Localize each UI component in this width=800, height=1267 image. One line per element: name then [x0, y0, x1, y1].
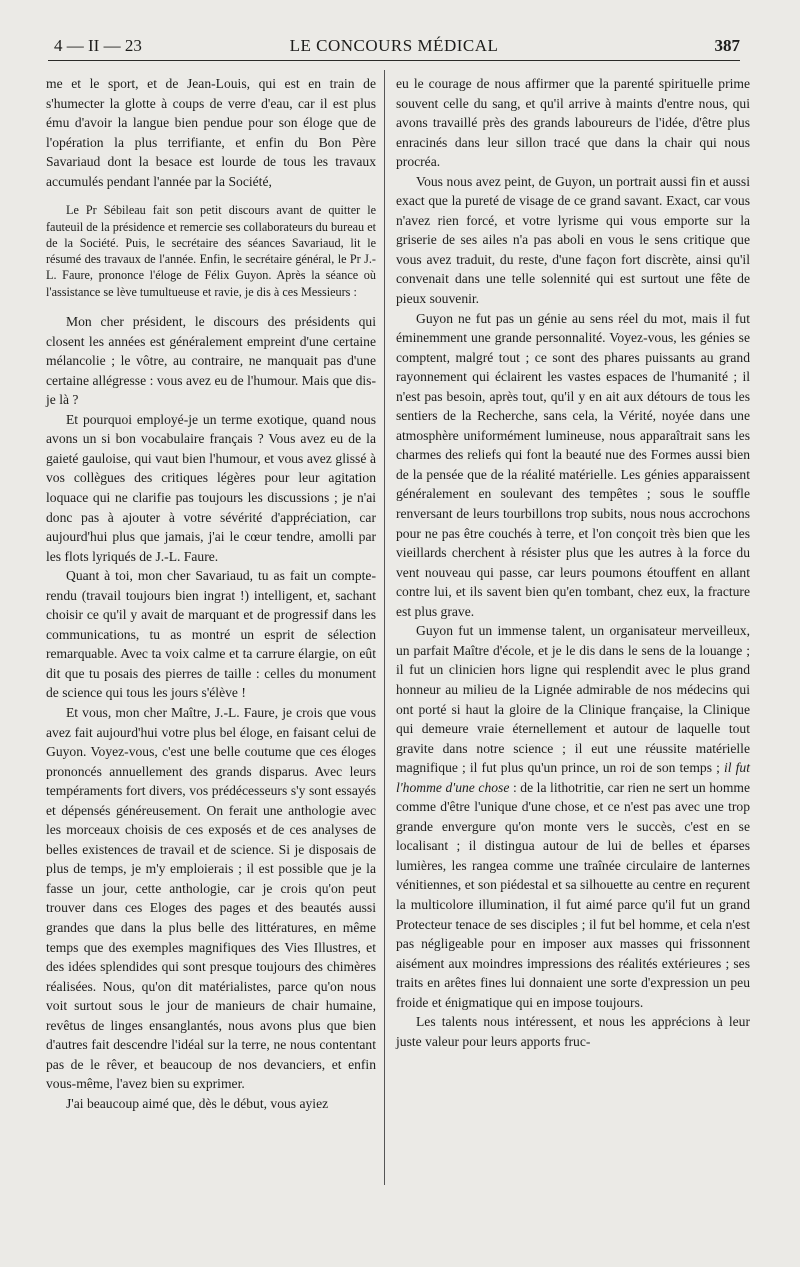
column-divider [384, 70, 385, 1185]
left-column [46, 74, 376, 1113]
paragraph: Quant à toi, mon cher Savariaud, tu as fait un compte-rendu (travail toujours bien ingrat !) intelligent, et, sachant choisir ce qu'il y avait de marquant et de progressif dans les communications, tu as montré un esprit de sélection remarquable. Avec ta voix calme et ta carrure élargie, on eût dit que tu posais des pierres de taille : celles du monument de science qui tous les jours s'élève ! [46, 568, 376, 701]
paragraph: Les talents nous intéressent, et nous les apprécions à leur juste valeur pour leurs apports fruc- [396, 1014, 750, 1049]
page-header [48, 30, 740, 61]
right-column [396, 74, 750, 1051]
text-run: : de la lithotritie, car rien ne sert un homme comme d'être l'unique d'une chose, et ce n'est pas avec une trop grande envergure qu'on monte vers le succès, c'est en se localisant ; il distingua autour de lui de belles et éparses lumières, les rangea comme une traînée circulaire de lanternes vénitiennes, et son piédestal et sa silhouette au centre en reçurent la multicolore illumination, il fut aimé parce qu'il fut un grand Protecteur tenace de ses disciples ; il fut bel homme, et cela n'est pas négligeable pour en imposer aux masses qui frissonnent aisément aux moindres impressions des réalités extérieures ; ses traits en arêtes fines lui donnaient une sorte d'expression un peu froide et énigmatique qui en impose toujours. [396, 779, 751, 1010]
italic-phrase: il fut l'homme d'une chose [396, 760, 750, 795]
paragraph: Et vous, mon cher Maître, J.-L. Faure, je crois que vous avez fait aujourd'hui votre plus bel éloge, en faisant celui de Guyon. Voyez-vous, c'est une belle coutume que ces éloges prononcés annuellement des grands disparus. Avec leurs tempéraments fort divers, vos prédécesseurs s'y sont essayés et dépensés généreusement. On ferait une anthologie avec les morceaux choisis de ces exposés et de ces analyses de belles existences de travail et de science. Si je disposais de plus de temps, je m'y emploierais ; il est possible que je la fasse un jour, cette anthologie, car je crois qu'on peut trouver dans ces Eloges des pages et des beautés aussi grandes que dans la plus belle des littératures, en même temps que des exemples magnifiques des Vies Illustres, et des idées splendides qui sont presque toujours des chimères réalisées. Nous, qu'on dit matérialistes, parce qu'on nous voit surtout sous le jour de manieurs de chair humaine, revêtus de linges ensanglantés, nous avons plus que bien d'autres fait descendre l'idéal sur la terre, ne nous contentant pas de le rêver, et beaucoup de nos devanciers, et enfin vous-même, l'avez bien su exprimer. [46, 705, 376, 1092]
paragraph: Mon cher président, le discours des présidents qui closent les années est généralement empreint d'une certaine mélancolie ; le vôtre, au contraire, ne manquait pas d'une certaine allégresse : vous avez eu de l'humour. Mais que dis-je là ? [46, 314, 376, 408]
paragraph: me et le sport, et de Jean-Louis, qui est en train de s'humecter la glotte à coups de verre d'eau, car il est plus ému d'avoir la langue bien pendue pour son éloge que de l'opération la plus terrifiante, et enfin du Bon Père Savariaud dont la besace est lourde de tous les travaux accumulés pendant l'année par la Société, [46, 76, 376, 189]
text-run: Guyon fut un immense talent, un organisateur merveilleux, un parfait Maître d'école, et je le dis dans le sens de la louange ; il fut un clinicien hors ligne qui resplendit avec le plus grand honneur au milieu de la Lignée admirable de nos médecins qui ont porté si haut la gloire de la Clinique française, la Clinique qui demeure vraie éternellement et autour de laquelle tout gravite dans notre science ; il eut une réussite matérielle magnifique ; il fut plus qu'un prince, un roi de son temps ; [396, 623, 750, 776]
page-number: 387 [714, 36, 740, 55]
issue-date: 4 — II — 23 [54, 36, 142, 55]
paragraph: J'ai beaucoup aimé que, dès le début, vous ayiez [66, 1095, 329, 1111]
journal-title: LE CONCOURS MÉDICAL [289, 36, 499, 55]
paragraph: Guyon ne fut pas un génie au sens réel du mot, mais il fut éminemment une grande personnalité. Voyez-vous, les génies se comptent, malgré tout ; ce sont des phares puissants au grand rayonnement qui éclairent les vastes espaces de l'humanité ; il n'est pas besoin, après tout, qu'il y en ait aux détours de tous les sentiers de la Recherche, sans cela, la Vérité, noyée dans une atmosphère uniformément lumineuse, nous apparaîtrait sans les charmes des reliefs qui font la beauté nue des Formes aussi bien de la pensée que de la réalité matérielle. Les génies apparaissent généralement en soulevant des tempêtes ; sous le souffle renversant de leurs tourbillons trop subits, nous nous accrochons pour ne pas être couchés à terre, et l'on conçoit très bien que les vieillards cherchent à résister plus que les autres à la force du vent nouveau qui passe, car leurs poumons étouffent en allant contre lui, et ils savent bien qu'en tombant, chez eux, la fracture est plus grave. [396, 310, 750, 619]
intro-note: Le Pr Sébileau fait son petit discours avant de quitter le fauteuil de la présidence et remercie ses collaborateurs du bureau et de la Société. Puis, le secrétaire des séances Savariaud, lit le résumé des travaux de l'année. Enfin, le secrétaire général, le Pr J.-L. Faure, prononce l'éloge de Félix Guyon. Après la séance où l'assistance se lève tumultueuse et ravie, je dis à ces Messieurs : [46, 203, 376, 299]
paragraph: Vous nous avez peint, de Guyon, un portrait aussi fin et aussi exact que la pureté de visage de ce grand savant. Exact, car vous n'avez rien forcé, et votre lyrisme qui vous emporte sur la griserie de ses ailes n'a pas aboli en vous le sens critique que vous avez traduit, du reste, d'une façon fort discrète, ainsi qu'il convenait dans une telle solennité qui est surtout une fête de pieux souvenir. [396, 173, 750, 307]
paragraph: eu le courage de nous affirmer que la parenté spirituelle prime souvent celle du sang, et qu'il arrive à maints d'entre nous, qui avons travaillé près des grands laboureurs de l'idée, d'être plus enracinés dans leur sillon tracé que dans la chair qui nous procréa. [396, 76, 750, 170]
paragraph [396, 621, 750, 1012]
paragraph: Et pourquoi employé-je un terme exotique, quand nous avons un si bon vocabulaire français ? Vous avez eu de la gaieté gauloise, qui vaut bien l'humour, et vous avez glissé à vos collègues des critiques légères pour leur agitation loquace qui ne clarifie pas toujours les discussions ; je n'ai donc pas à ajouter à votre sévérité d'appréciation, car aujourd'hui plus que jamais, j'ai le cœur tendre, amolli par les flots lyriqués de J.-L. Faure. [46, 411, 376, 564]
